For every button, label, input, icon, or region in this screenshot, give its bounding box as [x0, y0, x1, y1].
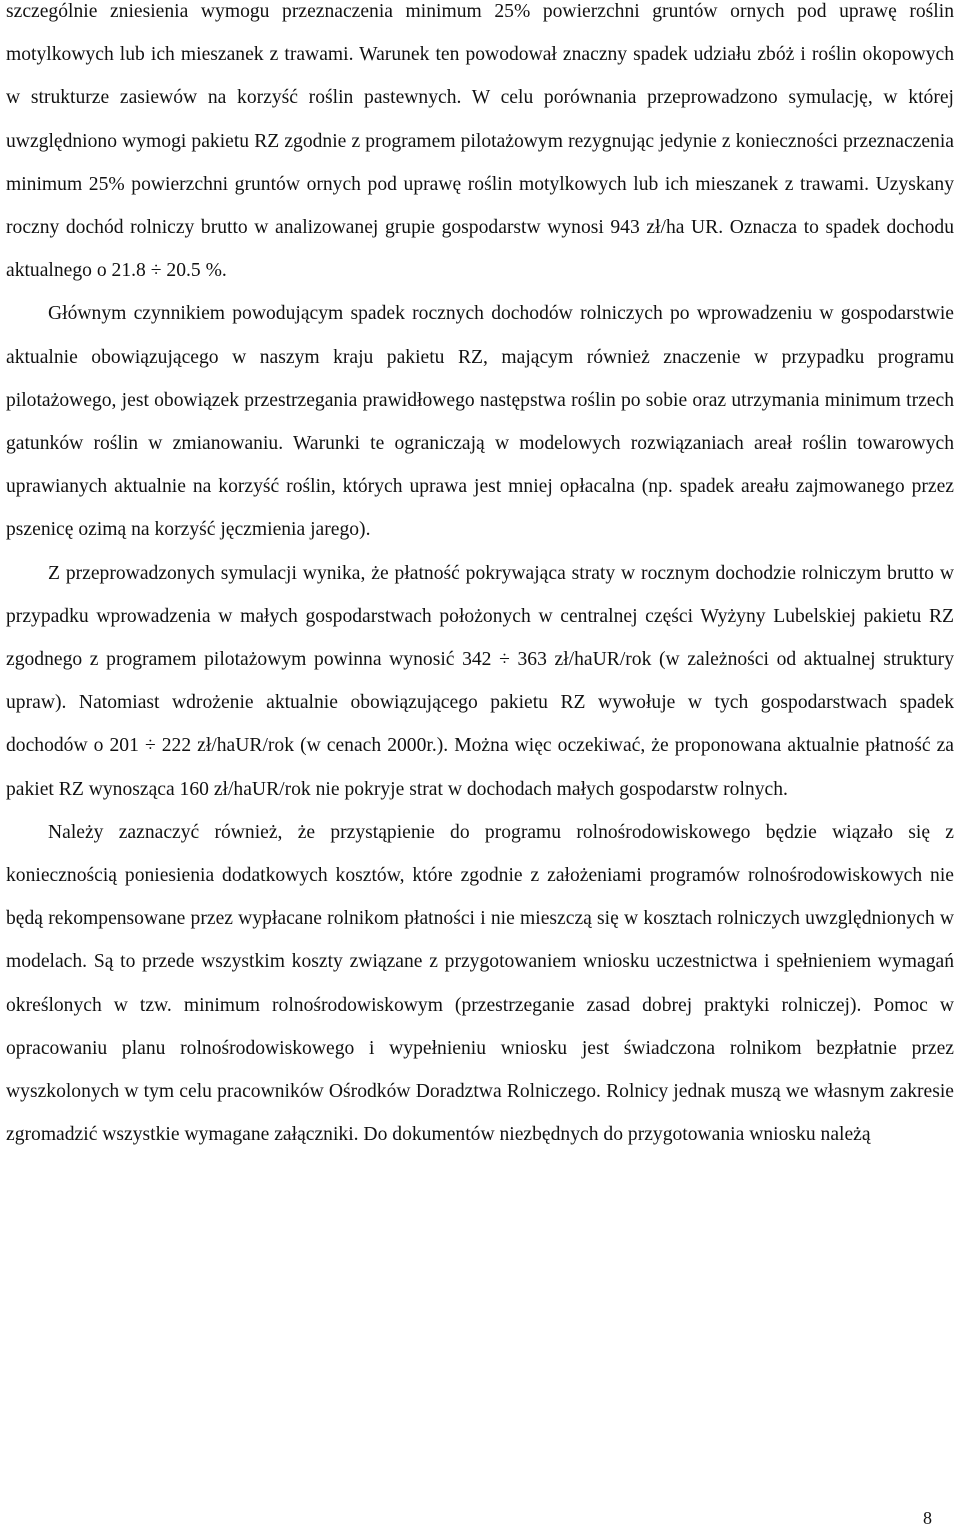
page-number: 8 [923, 1508, 932, 1528]
paragraph-continuation: szczególnie zniesienia wymogu przeznaczenia minimum 25% powierzchni gruntów ornych pod uprawę roślin motylkowych lub ich mieszanek z trawami. Warunek ten powodował znaczny spadek udziału zbóż i roślin okopowych w strukturze zasiewów na korzyść roślin pastewnych. W celu porównania przeprowadzono symulację, w której uwzględniono wymogi pakietu RZ zgodnie z programem pilotażowym rezygnując jedynie z konieczności przeznaczenia minimum 25% powierzchni gruntów ornych pod uprawę roślin motylkowych lub ich mieszanek z trawami. Uzyskany roczny dochód rolniczy brutto w analizowanej grupie gospodarstw wynosi 943 zł/ha UR. Oznacza to spadek dochodu aktualnego o 21.8 ÷ 20.5 %. [6, 1, 954, 282]
paragraph-additional-costs: Należy zaznaczyć również, że przystąpienie do programu rolnośrodowiskowego będzie wiązało się z koniecznością poniesienia dodatkowych kosztów, które zgodnie z założeniami programów rolnośrodowiskowych nie będą rekompensowane przez wypłacane rolnikom płatności i nie mieszczą się w kosztach rolniczych uwzględnionych w modelach. Są to przede wszystkim koszty związane z przygotowaniem wniosku uczestnictwa i spełnieniem wymagań określonych w tzw. minimum rolnośrodowiskowym (przestrzeganie zasad dobrej praktyki rolniczej). Pomoc w opracowaniu planu rolnośrodowiskowego i wypełnieniu wniosku jest świadczona rolnikom bezpłatnie przez wyszkolonych w tym celu pracowników Ośrodków Doradztwa Rolniczego. Rolnicy jednak muszą we własnym zakresie zgromadzić wszystkie wymagane załączniki. Do dokumentów niezbędnych do przygotowania wniosku należą [6, 821, 954, 1146]
document-page [6, 0, 954, 1529]
paragraph-simulation-results: Z przeprowadzonych symulacji wynika, że płatność pokrywająca straty w rocznym dochodzie rolniczym brutto w przypadku wprowadzenia w małych gospodarstwach położonych w centralnej części Wyżyny Lubelskiej pakietu RZ zgodnego z programem pilotażowym powinna wynosić 342 ÷ 363 zł/haUR/rok (w zależności od aktualnej struktury upraw). Natomiast wdrożenie aktualnie obowiązującego pakietu RZ wywołuje w tych gospodarstwach spadek dochodów o 201 ÷ 222 zł/haUR/rok (w cenach 2000r.). Można więc oczekiwać, że proponowana aktualnie płatność za pakiet RZ wynosząca 160 zł/haUR/rok nie pokryje strat w dochodach małych gospodarstw rolnych. [6, 562, 954, 800]
paragraph-main-factor: Głównym czynnikiem powodującym spadek rocznych dochodów rolniczych po wprowadzeniu w gospodarstwie aktualnie obowiązującego w naszym kraju pakietu RZ, mającym również znaczenie w przypadku programu pilotażowego, jest obowiązek przestrzegania prawidłowego następstwa roślin po sobie oraz utrzymania minimum trzech gatunków roślin w zmianowaniu. Warunki te ograniczają w modelowych rozwiązaniach areał roślin towarowych uprawianych aktualnie na korzyść roślin, których uprawa jest mniej opłacalna (np. spadek areału zajmowanego przez pszenicę ozimą na korzyść jęczmienia jarego). [6, 303, 954, 541]
